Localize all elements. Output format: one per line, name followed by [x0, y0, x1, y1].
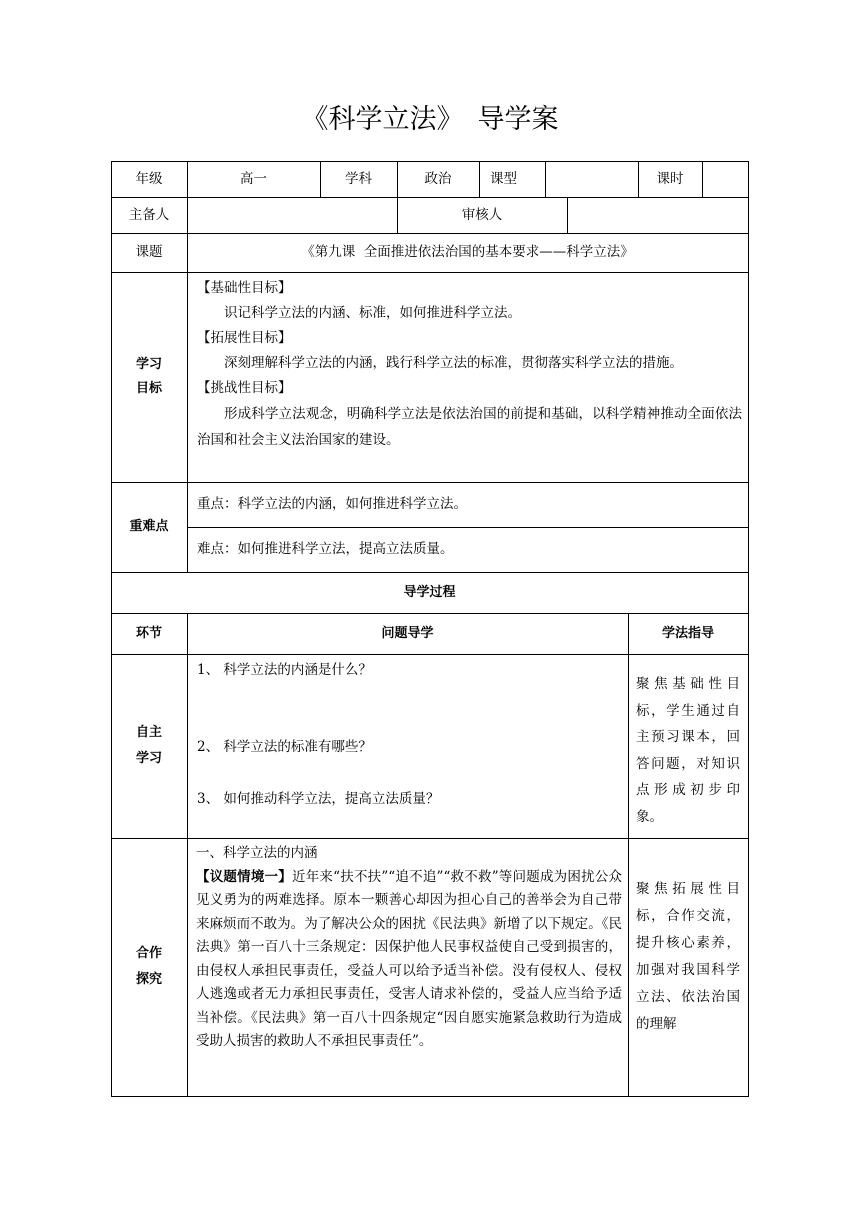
subject-label: 学科 [345, 171, 372, 187]
page-title [0, 100, 860, 140]
col-divider [479, 161, 480, 197]
grade-value: 高一 [240, 171, 267, 187]
self-study-label [111, 654, 187, 838]
self-study-question-3: 3、 如何推动科学立法，提高立法质量？ [197, 791, 440, 807]
challenge-goal-heading: 【挑战性目标】 [197, 380, 292, 396]
coop-section-title: 一、科学立法的内涵 [196, 845, 318, 861]
coop-label-line-1: 合作 [135, 946, 162, 961]
process-heading: 导学过程 [403, 585, 456, 600]
basic-goal-heading: 【基础性目标】 [197, 280, 292, 296]
reviewer-label: 审核人 [461, 207, 503, 223]
coop-scenario-text: 近年来“扶不扶”“追不追”“救不救”等问题成为困扰公众见义勇为的两难选择。原本一颗善心却因为担心自己的善举会为自己带来麻烦而不敢为。为了解决公众的困扰《民法典》新增了以下规定。《民法典》第一百八十三条规定：因保护他人民事权益使自己受到损害的，由侵权人承担民事责任，受益人可以给予适当补偿。没有侵权人、侵权人逃逸或者无力承担民事责任，受害人请求补偿的，受益人应当给予适当补偿。《民法典》第一百八十四条规定“因自愿实施紧急救助行为造成受助人损害的救助人不承担民事责任”。 [196, 868, 623, 1049]
author-value [187, 197, 397, 233]
keypoints-label [111, 482, 187, 572]
author-label: 主备人 [128, 207, 170, 223]
lesson-hours-value [702, 161, 748, 197]
title-sub: 导学案 [477, 104, 559, 135]
column-header-stage: 环节 [135, 626, 162, 641]
lesson-hours-label: 课时 [656, 171, 684, 187]
extended-goal-text: 深刻理解科学立法的内涵，践行科学立法的标准，贯彻落实科学立法的措施。 [224, 355, 683, 371]
reviewer-value [567, 197, 748, 233]
coop-scenario-heading: 【议题情境一】 [196, 868, 292, 885]
coop-content [187, 842, 628, 1054]
goals-label [111, 272, 187, 482]
coop-guide: 聚焦拓展性目标，合作交流，提升核心素养，加强对我国科学立法、依法治国的理解 [636, 881, 740, 1032]
self-study-question-2: 2、 科学立法的标准有哪些？ [197, 739, 372, 755]
table-border-right [748, 161, 749, 1097]
topic-label: 课题 [135, 244, 163, 260]
self-study-question-1: 1、 科学立法的内涵是什么？ [197, 662, 372, 678]
lesson-type-label: 课型 [490, 171, 517, 187]
grade-label: 年级 [135, 171, 163, 187]
row-divider [111, 654, 749, 655]
goals-content [187, 272, 748, 482]
basic-goal-text: 识记科学立法的内涵、标准，如何推进科学立法。 [224, 305, 521, 321]
column-header-guide: 学法指导 [661, 626, 714, 641]
goals-label-line-2: 目标 [135, 381, 162, 396]
difficult-point: 难点：如何推进科学立法，提高立法质量。 [197, 541, 454, 557]
self-study-label-line-1: 自主 [135, 725, 162, 740]
coop-label-line-2: 探究 [135, 972, 162, 987]
self-study-guide: 聚焦基础性目标，学生通过自主预习课本，回答问题，对知识点形成初步印象。 [636, 676, 740, 825]
lesson-type-value [545, 161, 638, 197]
goals-label-line-1: 学习 [135, 357, 162, 372]
coop-label [111, 838, 187, 1096]
keypoints-label-text: 重难点 [129, 519, 169, 534]
challenge-goal-text: 形成科学立法观念，明确科学立法是依法治国的前提和基础，以科学精神推动全面依法治国和社会主义法治国家的建设。 [197, 406, 742, 448]
self-study-label-line-2: 学习 [135, 751, 162, 766]
row-divider [111, 838, 749, 839]
topic-value: 《第九课 全面推进依法治国的基本要求——科学立法》 [301, 244, 634, 260]
title-main: 《科学立法》 [301, 104, 464, 135]
table-border-bottom [111, 1096, 749, 1097]
extended-goal-heading: 【拓展性目标】 [197, 330, 292, 346]
coop-scenario [196, 866, 622, 1054]
column-header-question: 问题导学 [381, 626, 434, 641]
key-point: 重点：科学立法的内涵，如何推进科学立法。 [197, 496, 467, 512]
subject-value: 政治 [424, 171, 452, 187]
